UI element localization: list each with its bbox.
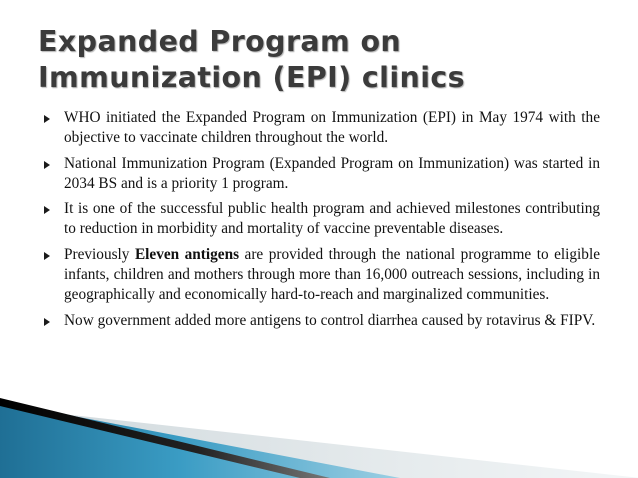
bullet-text: WHO initiated the Expanded Program on Immunization (EPI) in May 1974 with the objective to vaccinate children throughout the world. (64, 109, 600, 147)
bullet-text: Now government added more antigens to control diarrhea caused by rotavirus & FIPV. (64, 311, 596, 329)
bullet-text: National Immunization Program (Expanded Program on Immunization) was started in 2034 BS and is a priority 1 program. (64, 154, 600, 192)
bullet-bold-text: Eleven antigens (134, 245, 240, 263)
slide-title-line-2: Immunization (EPI) clinics (38, 61, 466, 94)
bullet-text-before: Previously (64, 245, 135, 263)
bullet-text-after: are provided through the national programme to eligible infants, children and mothers through more than 16,000 outreach sessions, including in geographically and economically hard-to-reach and marginalized communities. (64, 245, 600, 304)
bullet-text: It is one of the successful public health program and achieved milestones contributing to reduction in morbidity and mortality of vaccine preventable diseases. (64, 200, 600, 238)
slide-title-line-1: Expanded Program on (38, 25, 402, 58)
